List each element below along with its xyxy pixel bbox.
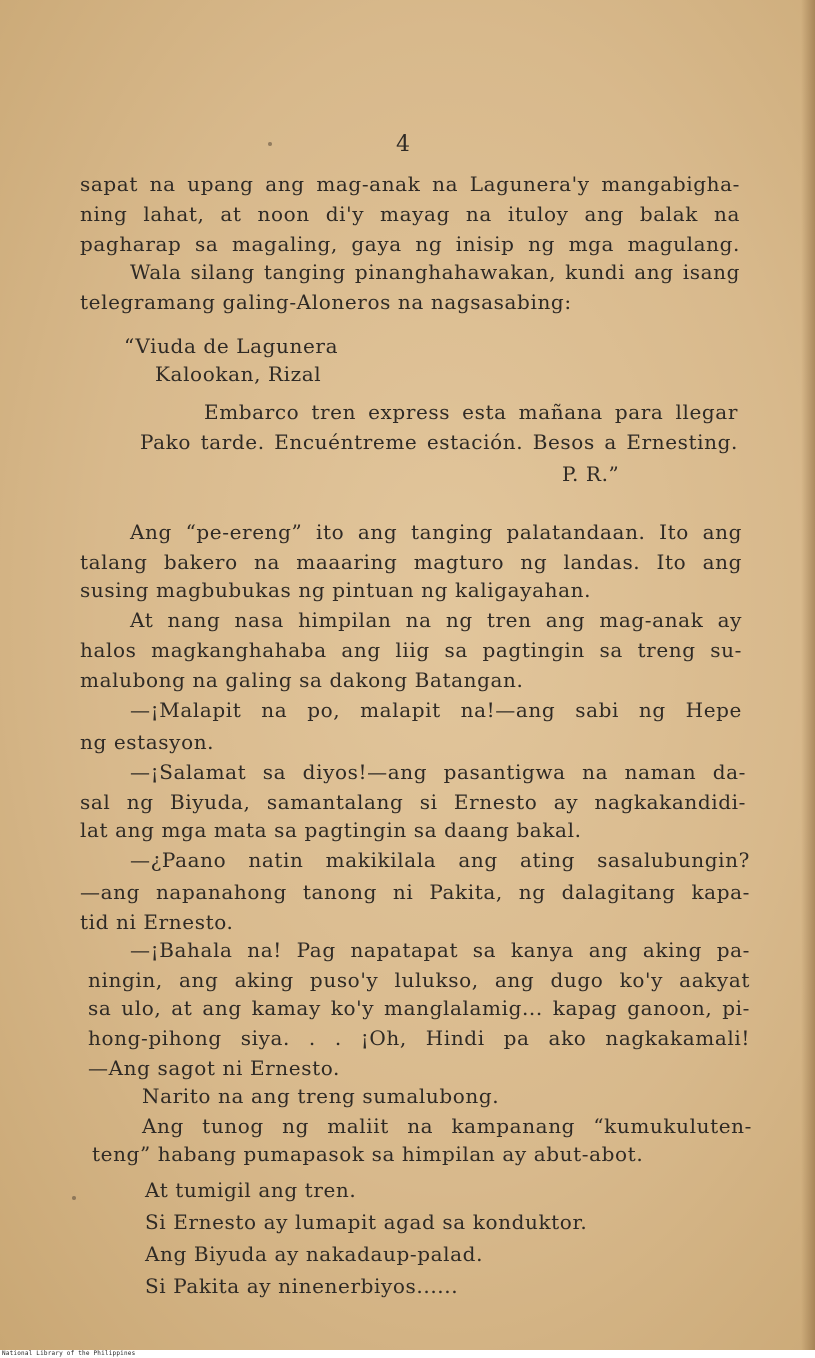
text-line: Si Ernesto ay lumapit agad sa konduktor. bbox=[145, 1210, 588, 1234]
text-line: pagharap sa magaling, gaya ng inisip ng mga magulang. bbox=[80, 232, 740, 256]
text-line: sa ulo, at ang kamay ko'y manglalamig... kapag ganoon, pi- bbox=[88, 996, 750, 1020]
text-line: talang bakero na maaaring magturo ng landas. Ito ang bbox=[80, 550, 742, 574]
telegram-body: Pako tarde. Encuéntreme estación. Besos a Ernesting. bbox=[140, 430, 738, 454]
text-line: sal ng Biyuda, samantalang si Ernesto ay nagkakandidi- bbox=[80, 790, 746, 814]
text-line: —¡Bahala na! Pag napatapat sa kanya ang aking pa- bbox=[130, 938, 750, 962]
text-line: —¡Salamat sa diyos!—ang pasantigwa na naman da- bbox=[130, 760, 746, 784]
telegram-address: Kalookan, Rizal bbox=[155, 362, 322, 386]
text-line: ningin, ang aking puso'y lulukso, ang dugo ko'y aakyat bbox=[88, 968, 750, 992]
text-line: Si Pakita ay ninenerbiyos...... bbox=[145, 1274, 459, 1298]
text-line: malubong na galing sa dakong Batangan. bbox=[80, 668, 524, 692]
text-line: ng estasyon. bbox=[80, 730, 215, 754]
text-line: At nang nasa himpilan na ng tren ang mag-anak ay bbox=[130, 608, 742, 632]
text-line: lat ang mga mata sa pagtingin sa daang bakal. bbox=[80, 818, 582, 842]
text-line: teng” habang pumapasok sa himpilan ay abut-abot. bbox=[92, 1142, 644, 1166]
text-line: Narito na ang treng sumalubong. bbox=[142, 1084, 500, 1108]
text-line: Wala silang tanging pinanghahawakan, kundi ang isang bbox=[130, 260, 740, 284]
telegram-addressee: “Viuda de Lagunera bbox=[124, 334, 339, 358]
text-line: ning lahat, at noon di'y mayag na ituloy ang balak na bbox=[80, 202, 740, 226]
text-line: sapat na upang ang mag-anak na Lagunera'y mangabigha- bbox=[80, 172, 740, 196]
text-line: —ang napanahong tanong ni Pakita, ng dalagitang kapa- bbox=[80, 880, 750, 904]
library-credit: National Library of the Philippines bbox=[2, 1350, 136, 1357]
text-line: —¿Paano natin makikilala ang ating sasalubungin? bbox=[130, 848, 750, 872]
text-line: Ang “pe-ereng” ito ang tanging palatandaan. Ito ang bbox=[130, 520, 742, 544]
text-line: halos magkanghahaba ang liig sa pagtingin sa treng su- bbox=[80, 638, 742, 662]
text-line: Ang Biyuda ay nakadaup-palad. bbox=[145, 1242, 484, 1266]
text-line: Ang tunog ng maliit na kampanang “kumukuluten- bbox=[142, 1114, 752, 1138]
telegram-body: Embarco tren express esta mañana para llegar bbox=[204, 400, 738, 424]
text-line: —Ang sagot ni Ernesto. bbox=[88, 1056, 340, 1080]
ink-speck bbox=[268, 142, 272, 146]
ink-speck bbox=[72, 1196, 76, 1200]
telegram-signature: P. R.” bbox=[562, 462, 620, 486]
text-line: hong-pihong siya. . . ¡Oh, Hindi pa ako nagkakamali! bbox=[88, 1026, 750, 1050]
text-line: At tumigil ang tren. bbox=[145, 1178, 357, 1202]
page-number: 4 bbox=[396, 132, 410, 157]
text-line: telegramang galing-Aloneros na nagsasabing: bbox=[80, 290, 572, 314]
text-line: tid ni Ernesto. bbox=[80, 910, 234, 934]
text-line: —¡Malapit na po, malapit na!—ang sabi ng Hepe bbox=[130, 698, 742, 722]
text-line: susing magbubukas ng pintuan ng kaligayahan. bbox=[80, 578, 592, 602]
